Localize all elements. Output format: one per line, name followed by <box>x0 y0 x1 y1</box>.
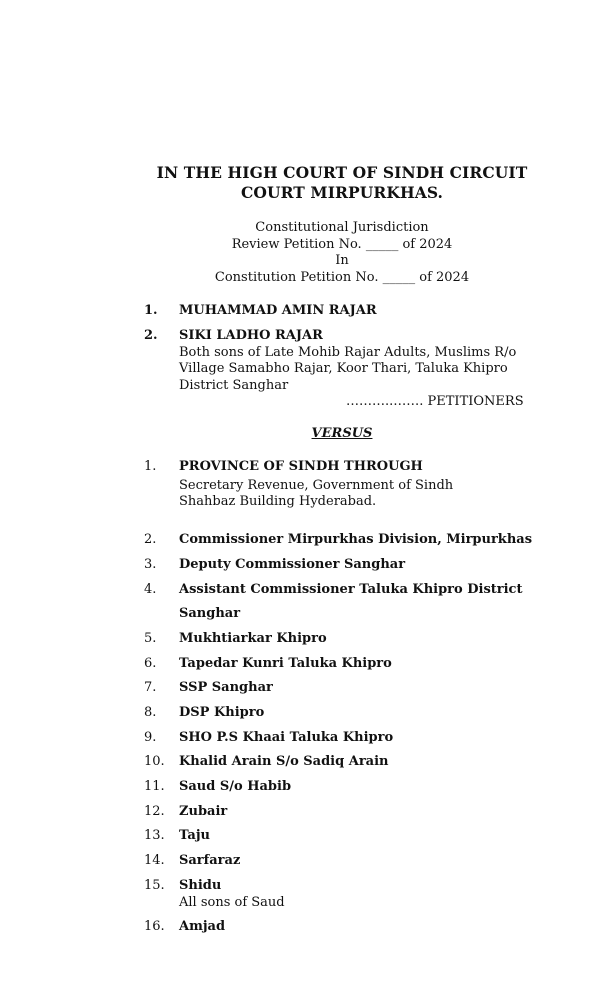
respondent-number: 7. <box>144 680 157 695</box>
respondent-name: SSP Sanghar <box>179 680 273 695</box>
respondent-name: Commissioner Mirpurkhas Division, Mirpurkhas <box>179 532 533 547</box>
jurisdiction-block <box>150 220 534 286</box>
respondent-name: Assistant Commissioner Taluka Khipro District <box>179 582 523 597</box>
respondent-name: Taju <box>179 828 211 843</box>
respondent-name: Tapedar Kunri Taluka Khipro <box>179 656 392 671</box>
respondent-number: 4. <box>144 582 157 597</box>
respondent-number: 14. <box>144 853 165 868</box>
respondent-number: 3. <box>144 557 157 572</box>
respondent-detail: Secretary Revenue, Government of Sindh <box>179 477 454 493</box>
respondent-name: Saud S/o Habib <box>179 779 292 794</box>
respondent-name: Shidu <box>179 878 222 893</box>
petitioners-label: ………..……. PETITIONERS <box>346 394 524 409</box>
respondent-number: 13. <box>144 828 165 843</box>
respondent-number: 9. <box>144 730 157 745</box>
petitioner-number: 2. <box>144 328 158 343</box>
respondent-number: 8. <box>144 705 157 720</box>
respondent-name: Deputy Commissioner Sanghar <box>179 557 406 572</box>
respondent-number: 6. <box>144 656 157 671</box>
respondent-number: 2. <box>144 532 157 547</box>
court-title: IN THE HIGH COURT OF SINDH CIRCUIT COURT MIRPURKHAS. <box>156 163 528 202</box>
respondent-detail: All sons of Saud <box>179 894 285 910</box>
respondent-number: 16. <box>144 919 165 934</box>
respondent-name: DSP Khipro <box>179 705 265 720</box>
respondent-number: 10. <box>144 754 165 769</box>
respondent-name: Amjad <box>179 919 226 934</box>
respondent-name: Sarfaraz <box>179 853 241 868</box>
respondent-name: SHO P.S Khaai Taluka Khipro <box>179 730 394 745</box>
respondent-number: 5. <box>144 631 157 646</box>
versus-heading: VERSUS <box>311 426 373 441</box>
respondent-name: Zubair <box>179 804 228 819</box>
respondent-number: 1. <box>144 459 157 474</box>
respondent-name: Khalid Arain S/o Sadiq Arain <box>179 754 389 769</box>
respondent-number: 12. <box>144 804 165 819</box>
respondent-name: PROVINCE OF SINDH THROUGH <box>179 459 423 474</box>
review-petition-line: Review Petition No. _____ of 2024 <box>231 236 453 252</box>
petitioner-detail: Both sons of Late Mohib Rajar Adults, Muslims R/o Village Samabho Rajar, Koor Thari, Taluka Khipro District Sanghar <box>179 344 517 393</box>
in-line: In <box>335 253 349 268</box>
respondent-name: Mukhtiarkar Khipro <box>179 631 327 646</box>
respondent-number: 11. <box>144 779 165 794</box>
petitioner-name: SIKI LADHO RAJAR <box>179 328 323 343</box>
respondent-detail: Shahbaz Building Hyderabad. <box>179 494 377 509</box>
petitioner-number: 1. <box>144 303 158 318</box>
jurisdiction-line: Constitutional Jurisdiction <box>255 220 429 235</box>
respondent-number: 15. <box>144 878 165 893</box>
respondent-name-continued: Sanghar <box>179 606 241 621</box>
petitioner-name: MUHAMMAD AMIN RAJAR <box>179 303 377 318</box>
constitution-petition-line: Constitution Petition No. _____ of 2024 <box>214 269 470 285</box>
